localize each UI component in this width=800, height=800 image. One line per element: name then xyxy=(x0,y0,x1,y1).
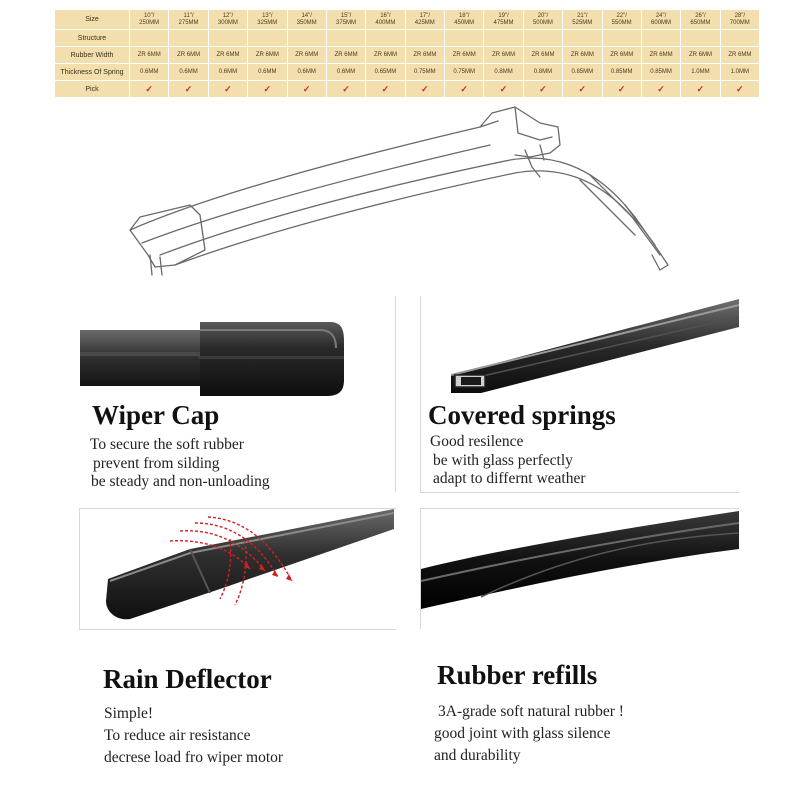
cell-text: 14"/ xyxy=(301,12,312,19)
table-cell xyxy=(208,81,247,98)
check-icon: ✓ xyxy=(302,83,311,94)
spec-table xyxy=(54,9,760,98)
cell-text: 475MM xyxy=(493,19,514,26)
cell-text: 1.0MM xyxy=(730,68,749,75)
table-cell xyxy=(681,10,720,30)
cell-text: ZR 6MM xyxy=(570,51,594,58)
table-cell xyxy=(720,81,759,98)
cell-text: 21"/ xyxy=(577,12,588,19)
cell-text: 15"/ xyxy=(340,12,352,19)
table-cell xyxy=(681,81,720,98)
cell-text: 350MM xyxy=(296,19,317,26)
table-cell xyxy=(720,47,759,64)
wiper-cap-description xyxy=(90,436,270,492)
table-cell xyxy=(720,30,759,47)
table-cell xyxy=(405,30,444,47)
cell-text: 0.85MM xyxy=(650,68,672,75)
table-cell xyxy=(563,47,602,64)
cell-text: 18"/ xyxy=(458,12,470,19)
check-icon: ✓ xyxy=(263,83,272,94)
table-cell xyxy=(169,10,208,30)
cell-text: 28"/ xyxy=(734,12,746,19)
covered-springs-line: be with glass perfectly xyxy=(433,451,573,469)
cell-text: 0.6MM xyxy=(297,68,316,75)
table-cell xyxy=(130,64,169,81)
cell-text: 450MM xyxy=(454,19,475,26)
table-cell xyxy=(248,30,287,47)
table-cell xyxy=(248,64,287,81)
cell-text: ZR 6MM xyxy=(137,51,161,58)
cell-text: 24"/ xyxy=(655,12,667,19)
table-cell xyxy=(563,81,602,98)
cell-text: ZR 6MM xyxy=(177,51,201,58)
covered-springs-description xyxy=(430,433,586,489)
wiper-cap-line: To secure the soft rubber xyxy=(90,436,244,453)
cell-text: 0.6MM xyxy=(258,68,277,75)
table-cell xyxy=(287,30,326,47)
rain-deflector-line: Simple! xyxy=(104,705,154,722)
table-cell xyxy=(169,47,208,64)
table-cell xyxy=(681,47,720,64)
cell-text: 1.0MM xyxy=(691,68,710,75)
table-cell xyxy=(484,81,523,98)
cell-text: 12"/ xyxy=(222,12,234,19)
cell-text: ZR 6MM xyxy=(216,51,240,58)
table-cell xyxy=(563,64,602,81)
table-cell xyxy=(720,64,759,81)
wiper-cap-line: prevent from silding xyxy=(93,454,220,472)
cell-text: ZR 6MM xyxy=(728,51,752,58)
cell-text: 650MM xyxy=(690,19,711,26)
cell-text: 17"/ xyxy=(419,12,431,19)
check-icon: ✓ xyxy=(184,83,193,94)
table-cell xyxy=(130,30,169,47)
cell-text: 400MM xyxy=(375,19,396,26)
cell-text: 250MM xyxy=(139,19,160,26)
cell-text: ZR 6MM xyxy=(255,51,279,58)
table-cell xyxy=(720,10,759,30)
table-cell xyxy=(248,81,287,98)
cell-text: 0.6MM xyxy=(336,68,356,75)
table-cell xyxy=(445,10,484,30)
table-cell xyxy=(366,64,405,81)
check-icon: ✓ xyxy=(657,83,665,94)
cell-text: ZR 6MM xyxy=(334,51,358,58)
wiper-cap-image xyxy=(80,300,394,396)
check-icon: ✓ xyxy=(421,83,429,94)
table-cell xyxy=(287,47,326,64)
cell-text: 525MM xyxy=(572,19,593,26)
cell-text: 13"/ xyxy=(262,12,273,19)
cell-text: 20"/ xyxy=(537,12,549,19)
covered-springs-line: Good resilence xyxy=(430,433,524,450)
cell-text: 0.75MM xyxy=(453,68,476,75)
cell-text: ZR 6MM xyxy=(295,51,319,58)
cell-text: 375MM xyxy=(336,19,357,26)
table-cell xyxy=(326,81,365,98)
covered-springs-image xyxy=(421,297,739,397)
cell-text: 325MM xyxy=(257,19,278,26)
row-label: Thickness Of Spring xyxy=(55,64,130,81)
table-cell xyxy=(366,47,405,64)
table-cell xyxy=(523,47,562,64)
table-cell xyxy=(681,30,720,47)
cell-text: 16"/ xyxy=(380,12,391,19)
cell-text: 0.65MM xyxy=(374,68,397,75)
cell-text: ZR 6MM xyxy=(688,51,712,58)
row-label: Structure xyxy=(55,30,130,47)
row-label: Rubber Width xyxy=(55,47,130,64)
cell-text: 0.6MM xyxy=(179,68,198,75)
table-cell xyxy=(523,64,562,81)
cell-text: 0.8MM xyxy=(494,68,513,75)
table-cell xyxy=(484,30,523,47)
table-cell xyxy=(641,10,680,30)
check-icon: ✓ xyxy=(617,83,626,94)
structure-row xyxy=(55,30,760,47)
cell-text: 425MM xyxy=(414,19,435,26)
table-cell xyxy=(326,30,365,47)
rubber-refills-line: and durability xyxy=(434,747,521,764)
cell-text: 500MM xyxy=(532,19,553,26)
table-cell xyxy=(563,30,602,47)
table-cell xyxy=(484,10,523,30)
cell-text: 600MM xyxy=(651,19,672,26)
covered-springs-title: Covered springs xyxy=(428,400,616,430)
check-icon: ✓ xyxy=(460,83,468,94)
rain-deflector-image xyxy=(80,509,394,627)
table-cell xyxy=(681,64,720,81)
wiper-cap-title: Wiper Cap xyxy=(92,400,220,430)
table-cell xyxy=(445,30,484,47)
check-icon: ✓ xyxy=(342,83,350,94)
table-cell xyxy=(602,47,641,64)
table-cell xyxy=(208,10,247,30)
check-icon: ✓ xyxy=(499,83,508,94)
table-cell xyxy=(602,64,641,81)
check-icon: ✓ xyxy=(539,83,547,94)
table-cell xyxy=(405,81,444,98)
rain-deflector-description xyxy=(104,703,283,769)
table-cell xyxy=(326,47,365,64)
rubber-refills-image xyxy=(421,509,739,627)
cell-text: 19"/ xyxy=(498,12,509,19)
check-icon: ✓ xyxy=(578,83,587,94)
table-cell xyxy=(523,10,562,30)
table-cell xyxy=(326,64,365,81)
rubber-refills-title: Rubber refills xyxy=(437,660,598,690)
table-cell xyxy=(287,81,326,98)
table-cell xyxy=(405,10,444,30)
wiper-blade-drawing xyxy=(120,105,680,275)
table-cell xyxy=(287,64,326,81)
covered-springs-line: adapt to differnt weather xyxy=(433,470,586,487)
wiper-cap-line: be steady and non-unloading xyxy=(91,473,270,490)
table-cell xyxy=(641,30,680,47)
cell-text: 10"/ xyxy=(143,12,155,19)
table-cell xyxy=(445,64,484,81)
table-cell xyxy=(169,30,208,47)
table-cell xyxy=(484,47,523,64)
table-cell xyxy=(130,81,169,98)
cell-text: 0.6MM xyxy=(218,68,238,75)
table-cell xyxy=(248,10,287,30)
cell-text: ZR 6MM xyxy=(373,51,397,58)
cell-text: 700MM xyxy=(729,19,750,26)
table-cell xyxy=(405,47,444,64)
row-label: Pick xyxy=(55,81,130,98)
table-cell xyxy=(208,64,247,81)
table-cell xyxy=(366,30,405,47)
row-label: Size xyxy=(55,10,130,30)
table-cell xyxy=(208,47,247,64)
cell-text: ZR 6MM xyxy=(413,51,437,58)
cell-text: 0.6MM xyxy=(140,68,159,75)
cell-text: ZR 6MM xyxy=(610,51,634,58)
table-cell xyxy=(326,10,365,30)
cell-text: ZR 6MM xyxy=(492,51,516,58)
rain-deflector-title: Rain Deflector xyxy=(103,664,272,694)
table-cell xyxy=(445,81,484,98)
thickness-row xyxy=(55,64,760,81)
check-icon: ✓ xyxy=(145,83,153,94)
table-cell xyxy=(208,30,247,47)
table-cell xyxy=(641,64,680,81)
cell-text: ZR 6MM xyxy=(452,51,476,58)
cell-text: ZR 6MM xyxy=(649,51,673,58)
table-cell xyxy=(523,30,562,47)
cell-text: 0.8MM xyxy=(533,68,553,75)
check-icon: ✓ xyxy=(736,83,744,94)
cell-text: ZR 6MM xyxy=(531,51,555,58)
table-cell xyxy=(366,10,405,30)
cell-text: 11"/ xyxy=(183,12,194,19)
table-cell xyxy=(563,10,602,30)
cell-text: 550MM xyxy=(611,19,632,26)
rubber-refills-line: 3A-grade soft natural rubber ! xyxy=(438,703,624,720)
table-cell xyxy=(169,81,208,98)
rubber-refills-description xyxy=(434,701,624,767)
table-cell xyxy=(130,10,169,30)
cell-text: 275MM xyxy=(178,19,199,26)
rubber-width-row xyxy=(55,47,760,64)
table-cell xyxy=(287,10,326,30)
table-cell xyxy=(641,47,680,64)
table-cell xyxy=(523,81,562,98)
table-cell xyxy=(641,81,680,98)
cell-text: 0.75MM xyxy=(413,68,436,75)
table-cell xyxy=(602,81,641,98)
table-cell xyxy=(602,10,641,30)
rain-deflector-line: decrese load fro wiper motor xyxy=(104,749,284,766)
cell-text: 0.85MM xyxy=(610,68,633,75)
cell-text: 22"/ xyxy=(616,12,627,19)
table-cell xyxy=(405,64,444,81)
cell-text: 26"/ xyxy=(695,12,706,19)
cell-text: 0.85MM xyxy=(571,68,594,75)
size-row xyxy=(55,10,760,30)
pick-row xyxy=(55,81,760,98)
check-icon: ✓ xyxy=(224,83,232,94)
table-cell xyxy=(248,47,287,64)
check-icon: ✓ xyxy=(696,83,705,94)
table-cell xyxy=(484,64,523,81)
table-cell xyxy=(602,30,641,47)
rain-deflector-line: To reduce air resistance xyxy=(104,727,251,744)
table-cell xyxy=(445,47,484,64)
cell-text: 300MM xyxy=(217,19,238,26)
table-cell xyxy=(366,81,405,98)
table-cell xyxy=(169,64,208,81)
check-icon: ✓ xyxy=(381,83,390,94)
rubber-refills-line: good joint with glass silence xyxy=(434,725,611,742)
table-cell xyxy=(130,47,169,64)
